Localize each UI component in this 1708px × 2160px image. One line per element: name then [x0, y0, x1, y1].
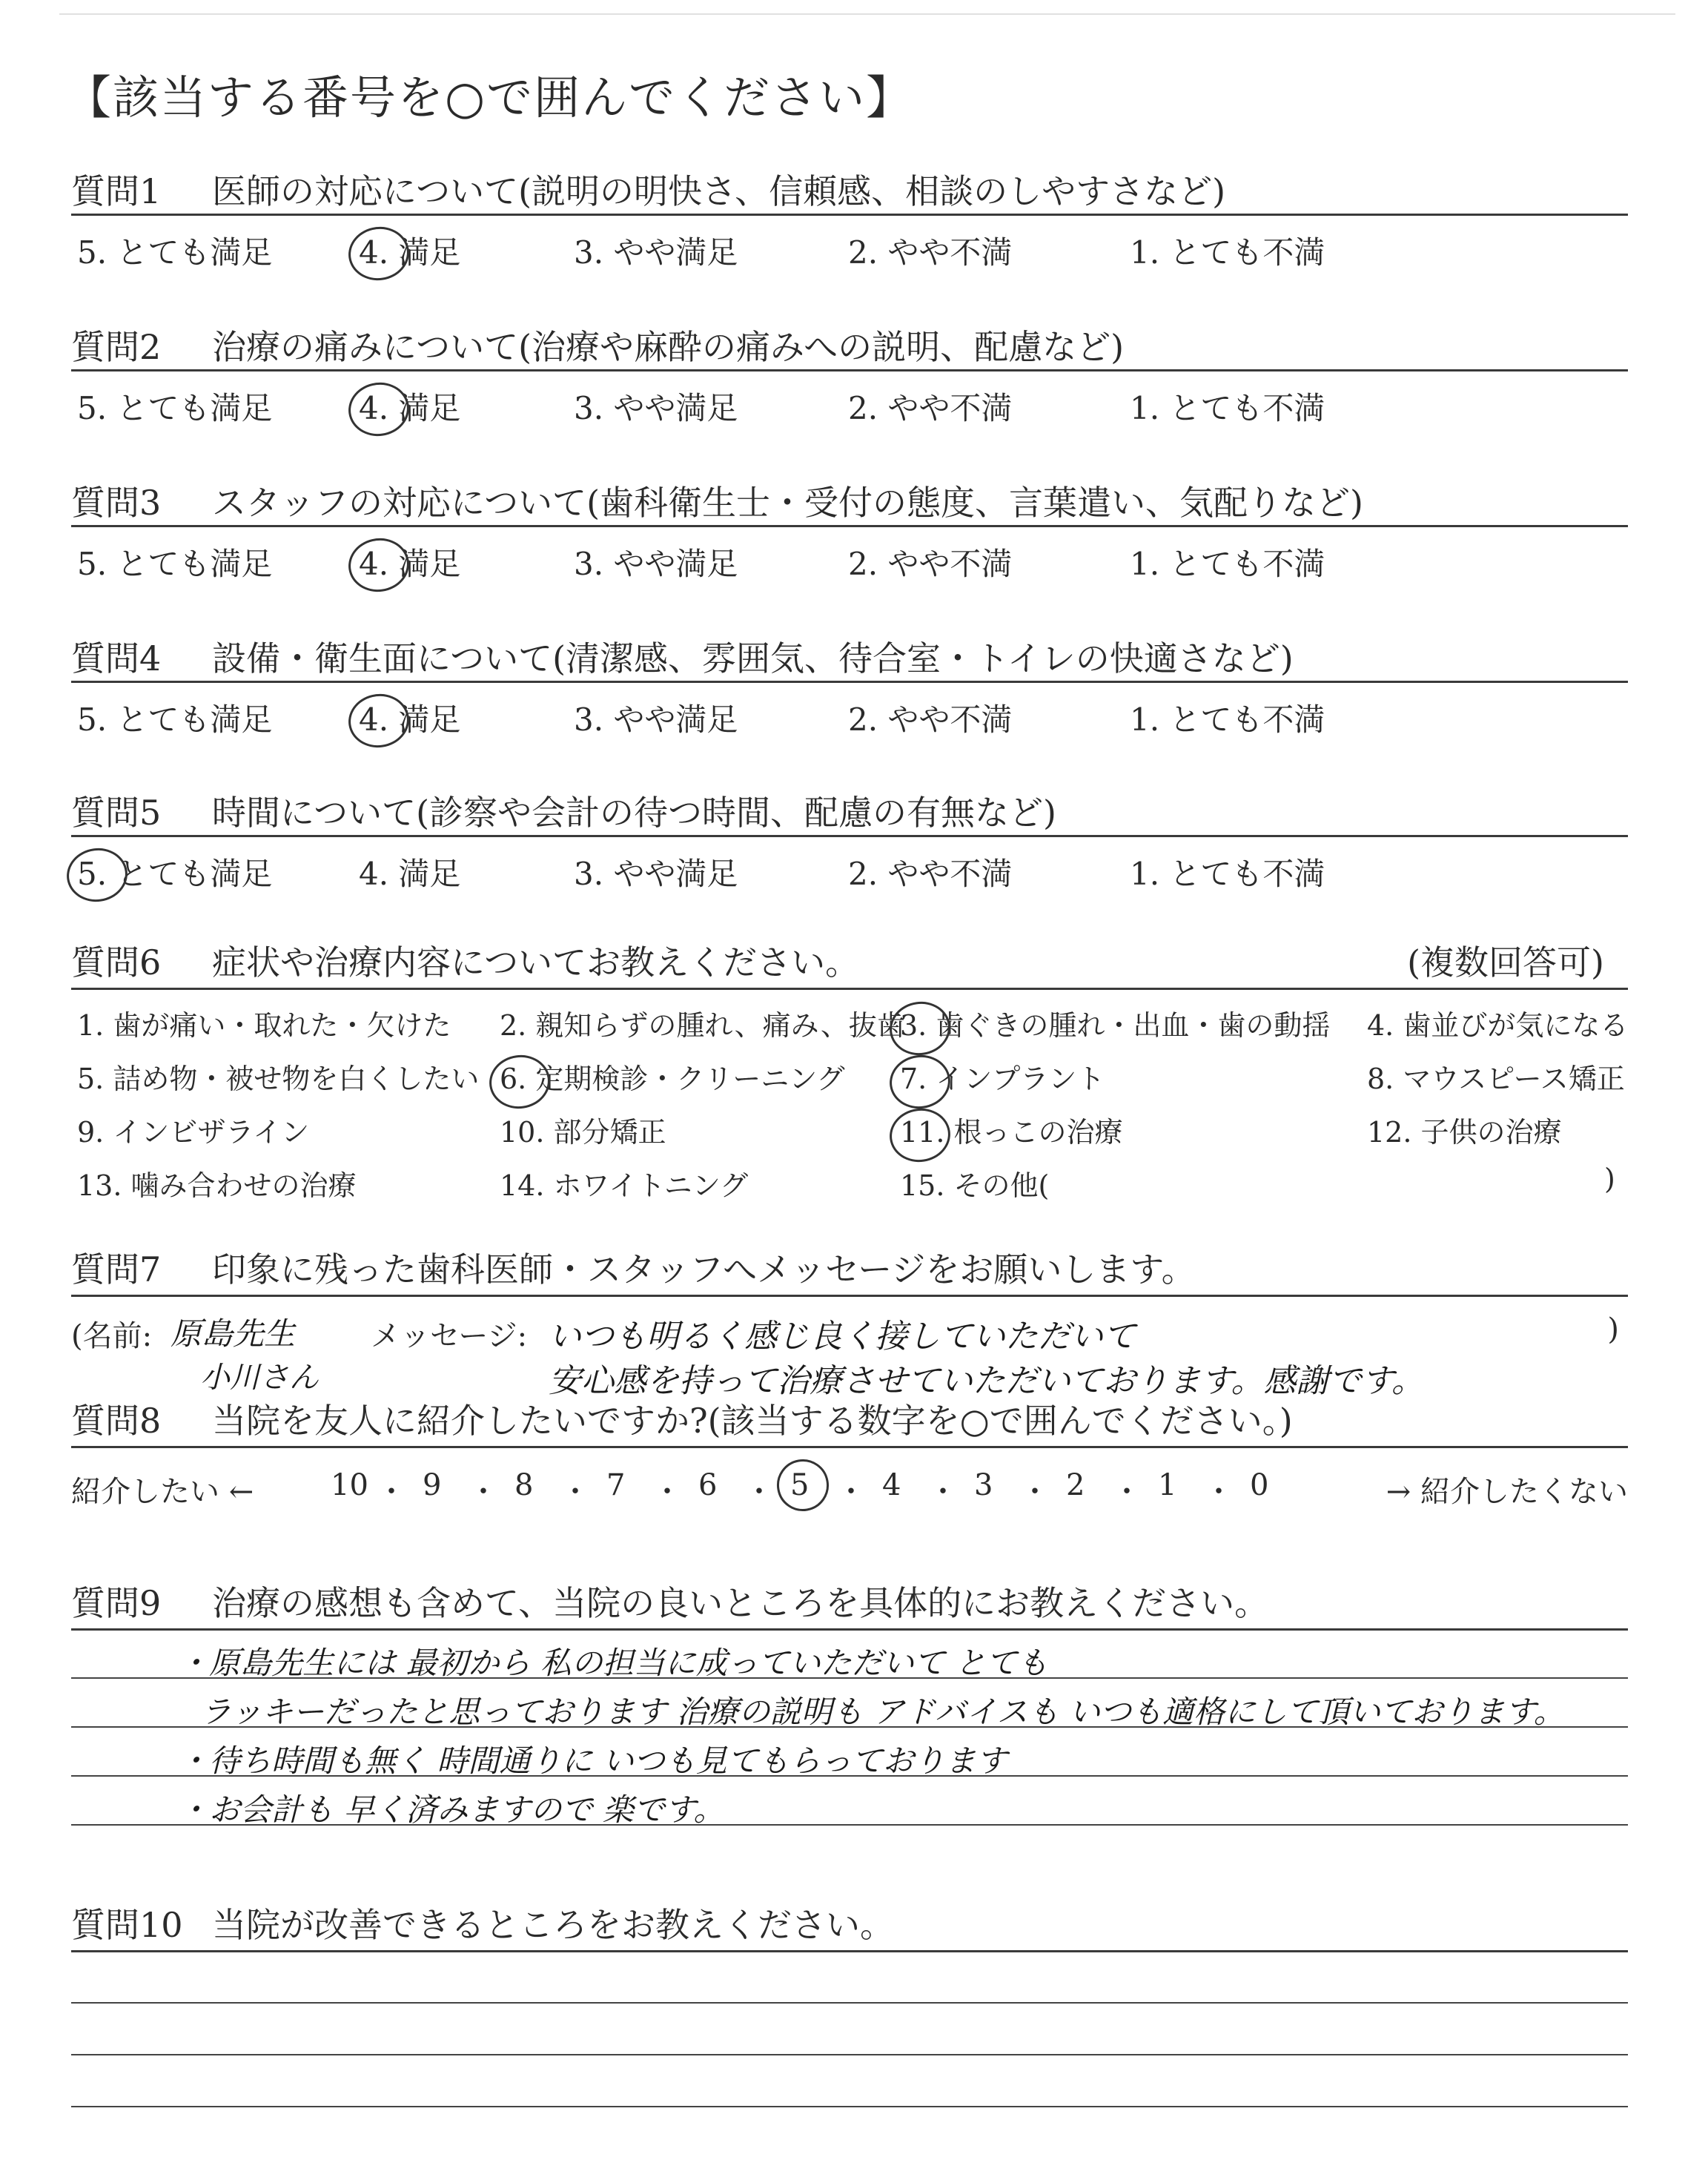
q8-number: 質問8 — [71, 1401, 162, 1441]
option-number: 2. — [848, 546, 878, 582]
q2-option-1[interactable] — [1130, 384, 1325, 429]
q3-option-4[interactable] — [359, 540, 460, 584]
option-number: 10. — [500, 1116, 545, 1149]
scale-separator: ・ — [560, 1475, 590, 1509]
q6-heading — [71, 936, 859, 985]
q7-heading — [71, 1243, 1196, 1292]
option-label: 満足 — [388, 856, 461, 892]
q9-handwritten-line-2: ラッキーだったと思っております 治療の説明も アドバイスも いつも適格にして頂いております。 — [200, 1694, 1565, 1730]
option-label: 噛み合わせの治療 — [122, 1169, 357, 1202]
q10-ruled-line — [71, 1950, 1628, 1952]
q4-option-3[interactable] — [574, 696, 738, 740]
option-label: 歯並びが気になる — [1394, 1009, 1629, 1042]
scale-separator: ・ — [652, 1475, 682, 1509]
q2-options — [77, 384, 1634, 426]
option-number: 3. — [574, 856, 604, 892]
q7-message-handwritten-2: 安心感を持って治療させていただいております。感謝です。 — [549, 1362, 1424, 1400]
q9-ruled-line — [71, 1628, 1628, 1631]
option-label: やや不満 — [878, 390, 1013, 426]
option-number: 3. — [900, 1009, 927, 1042]
q1-option-5[interactable] — [77, 228, 272, 273]
option-number: 11. — [900, 1116, 945, 1149]
q6-option-15[interactable] — [900, 1163, 1049, 1203]
option-label: とても不満 — [1159, 234, 1325, 271]
q8-heading — [71, 1394, 1293, 1443]
q4-option-4[interactable] — [359, 696, 460, 740]
q6-option-1[interactable] — [77, 1003, 451, 1043]
q4-heading — [71, 632, 1294, 681]
scale-left-label: 紹介したい ← — [71, 1475, 254, 1509]
q3-option-5[interactable] — [77, 540, 272, 584]
q4-title: 設備・衛生面について(清潔感、雰囲気、待合室・トイレの快適さなど) — [212, 638, 1294, 678]
option-label: やや不満 — [878, 234, 1013, 271]
option-number: 4. — [359, 546, 389, 582]
option-label: やや満足 — [603, 701, 738, 738]
q3-option-1[interactable] — [1130, 540, 1325, 584]
option-label: やや満足 — [603, 546, 738, 582]
q1-option-4[interactable] — [359, 228, 460, 273]
option-label: とても不満 — [1159, 701, 1325, 738]
option-label: やや満足 — [603, 856, 738, 892]
option-label: やや不満 — [878, 856, 1013, 892]
scale-value-0[interactable]: 0 — [1250, 1468, 1269, 1502]
option-number: 5. — [77, 546, 107, 582]
option-label: 詰め物・被せ物を白くしたい — [104, 1063, 480, 1095]
option-label: とても満足 — [107, 856, 273, 892]
q6-option-8[interactable] — [1367, 1056, 1625, 1097]
q3-number: 質問3 — [71, 483, 162, 523]
scale-value-10[interactable]: 10 — [331, 1468, 368, 1502]
q1-option-1[interactable] — [1130, 228, 1325, 273]
q6-option-11[interactable] — [900, 1109, 1123, 1150]
q8-rule — [71, 1446, 1628, 1448]
option-label: 親知らずの腫れ、痛み、抜歯 — [526, 1009, 905, 1042]
option-number: 8. — [1367, 1063, 1394, 1095]
q2-number: 質問2 — [71, 327, 162, 367]
q1-option-3[interactable] — [574, 228, 738, 273]
q3-option-3[interactable] — [574, 540, 738, 584]
option-number: 2. — [848, 701, 878, 738]
q9-title: 治療の感想も含めて、当院の良いところを具体的にお教えください。 — [212, 1583, 1269, 1623]
q3-rule — [71, 525, 1628, 527]
q10-ruled-line — [71, 2054, 1628, 2055]
q4-options — [77, 696, 1634, 737]
scale-separator: ・ — [469, 1475, 498, 1509]
q5-number: 質問5 — [71, 793, 162, 833]
q7-number: 質問7 — [71, 1249, 162, 1289]
option-number: 12. — [1367, 1116, 1412, 1149]
recommend-scale — [71, 1468, 1628, 1513]
option-label: やや不満 — [878, 701, 1013, 738]
option-label: やや満足 — [603, 234, 738, 271]
q2-heading — [71, 320, 1124, 369]
option-label: インビザライン — [104, 1116, 310, 1149]
q10-ruled-line — [71, 2002, 1628, 2004]
q2-option-5[interactable] — [77, 384, 272, 429]
scale-separator: ・ — [1204, 1475, 1234, 1509]
q7-name-label: (名前: — [71, 1319, 153, 1353]
q7-close-paren: ) — [1607, 1312, 1619, 1347]
option-label: その他( — [944, 1169, 1050, 1202]
q9-handwritten-line-4: ・お会計も 早く済みますので 楽です。 — [178, 1791, 725, 1828]
scale-value-9[interactable]: 9 — [423, 1468, 442, 1502]
q3-heading — [71, 476, 1363, 525]
q6-options — [77, 1003, 1634, 1225]
q1-rule — [71, 214, 1628, 216]
q6-option-2[interactable] — [500, 1003, 905, 1043]
option-number: 15. — [900, 1169, 945, 1202]
option-number: 3. — [574, 234, 604, 271]
q1-title: 医師の対応について(説明の明快さ、信頼感、相談のしやすさなど) — [212, 171, 1226, 211]
q2-option-4[interactable] — [359, 384, 460, 429]
q5-option-3[interactable] — [574, 850, 738, 894]
option-label: 満足 — [388, 701, 461, 738]
option-number: 4. — [359, 390, 389, 426]
q2-option-3[interactable] — [574, 384, 738, 429]
option-number: 2. — [848, 856, 878, 892]
option-number: 4. — [359, 701, 389, 738]
option-label: とても不満 — [1159, 546, 1325, 582]
option-number: 5. — [77, 701, 107, 738]
option-number: 6. — [500, 1063, 527, 1095]
q10-number: 質問10 — [71, 1905, 183, 1945]
q9-heading — [71, 1576, 1268, 1625]
option-number: 5. — [77, 856, 107, 892]
q5-options — [77, 850, 1634, 891]
scale-separator: ・ — [928, 1475, 958, 1509]
q6-rule — [71, 988, 1628, 990]
q5-option-4[interactable] — [359, 850, 460, 894]
q1-heading — [71, 165, 1225, 214]
option-number: 5. — [77, 234, 107, 271]
option-label: 満足 — [388, 234, 461, 271]
q5-title: 時間について(診察や会計の待つ時間、配慮の有無など) — [212, 793, 1056, 833]
q6-option-6[interactable] — [500, 1056, 845, 1097]
q3-title: スタッフの対応について(歯科衛生士・受付の態度、言葉遣い、気配りなど) — [212, 483, 1363, 523]
q3-options — [77, 540, 1634, 581]
q10-heading — [71, 1898, 894, 1947]
option-number: 5. — [77, 1063, 105, 1095]
q4-rule — [71, 681, 1628, 683]
q5-rule — [71, 835, 1628, 837]
option-number: 1. — [1130, 390, 1160, 426]
option-number: 4. — [359, 856, 389, 892]
q3-option-2[interactable] — [848, 540, 1012, 584]
option-number: 1. — [1130, 856, 1160, 892]
scale-value-7[interactable]: 7 — [606, 1468, 626, 1502]
option-label: やや満足 — [603, 390, 738, 426]
scale-separator: ・ — [836, 1475, 866, 1509]
option-label: 根っこの治療 — [944, 1116, 1123, 1149]
scale-separator: ・ — [1020, 1475, 1050, 1509]
option-number: 13. — [77, 1169, 122, 1202]
q2-rule — [71, 369, 1628, 371]
scale-value-1[interactable]: 1 — [1158, 1468, 1177, 1502]
option-number: 2. — [848, 234, 878, 271]
option-number: 3. — [574, 546, 604, 582]
option-label: 満足 — [388, 390, 461, 426]
q6-option-13[interactable] — [77, 1163, 357, 1203]
q4-option-1[interactable] — [1130, 696, 1325, 740]
q7-rule — [71, 1295, 1628, 1297]
q7-name-handwritten-1: 原島先生 — [171, 1315, 296, 1352]
option-number: 4. — [359, 234, 389, 271]
option-number: 4. — [1367, 1009, 1394, 1042]
q5-heading — [71, 786, 1056, 835]
option-label: 定期検診・クリーニング — [526, 1063, 845, 1095]
q4-option-5[interactable] — [77, 696, 272, 740]
q6-option-9[interactable] — [77, 1109, 309, 1150]
q6-option-10[interactable] — [500, 1109, 666, 1150]
q9-handwritten-line-3: ・待ち時間も無く 時間通りに いつも見てもらっております — [178, 1743, 1007, 1779]
q6-option-5[interactable] — [77, 1056, 479, 1097]
scale-separator: ・ — [1112, 1475, 1142, 1509]
q9-number: 質問9 — [71, 1583, 162, 1623]
q6-option-4[interactable] — [1367, 1003, 1628, 1043]
scale-value-5[interactable]: 5 — [790, 1468, 810, 1502]
q6-option-14[interactable] — [500, 1163, 748, 1203]
option-label: ホワイトニング — [544, 1169, 749, 1202]
option-number: 14. — [500, 1169, 545, 1202]
option-number: 1. — [1130, 701, 1160, 738]
q1-option-2[interactable] — [848, 228, 1012, 273]
q9-handwritten-line-1: ・原島先生には 最初から 私の担当に成っていただいて とても — [178, 1645, 1049, 1681]
q2-title: 治療の痛みについて(治療や麻酔の痛みへの説明、配慮など) — [212, 327, 1125, 367]
option-number: 9. — [77, 1116, 105, 1149]
option-label: 満足 — [388, 546, 461, 582]
scale-value-3[interactable]: 3 — [974, 1468, 993, 1502]
option-label: 歯ぐきの腫れ・出血・歯の動揺 — [927, 1009, 1331, 1042]
q4-option-2[interactable] — [848, 696, 1012, 740]
option-label: とても満足 — [107, 234, 273, 271]
q5-option-1[interactable] — [1130, 850, 1325, 894]
option-number: 3. — [574, 390, 604, 426]
q10-ruled-line — [71, 2106, 1628, 2107]
option-label: やや不満 — [878, 546, 1013, 582]
q1-options — [77, 228, 1634, 270]
scale-right-label: → 紹介したくない — [1386, 1475, 1628, 1509]
q7-name-handwritten-2: 小川さん — [200, 1361, 319, 1395]
scale-separator: ・ — [377, 1475, 406, 1509]
q2-option-2[interactable] — [848, 384, 1012, 429]
q10-title: 当院が改善できるところをお教えください。 — [212, 1905, 894, 1945]
option-number: 7. — [900, 1063, 927, 1095]
scale-separator: ・ — [744, 1475, 774, 1509]
option-label: とても満足 — [107, 701, 273, 738]
top-border — [59, 13, 1675, 15]
q5-option-5[interactable] — [77, 850, 272, 894]
q6-option-7[interactable] — [900, 1056, 1105, 1097]
q1-number: 質問1 — [71, 171, 162, 211]
option-number: 1. — [1130, 546, 1160, 582]
q6-option-12[interactable] — [1367, 1109, 1562, 1150]
option-label: マウスピース矯正 — [1394, 1063, 1625, 1095]
option-number: 5. — [77, 390, 107, 426]
q4-number: 質問4 — [71, 638, 162, 678]
option-label: とても満足 — [107, 390, 273, 426]
option-number: 1. — [77, 1009, 105, 1042]
q6-multiple-note: (複数回答可) — [1407, 942, 1604, 982]
q7-title: 印象に残った歯科医師・スタッフへメッセージをお願いします。 — [212, 1249, 1196, 1289]
option-number: 2. — [500, 1009, 527, 1042]
q6-option-16[interactable]: ) — [1604, 1163, 1615, 1195]
option-label: インプラント — [927, 1063, 1105, 1095]
option-label: 部分矯正 — [544, 1116, 666, 1149]
q8-title: 当院を友人に紹介したいですか?(該当する数字を○で囲んでください。) — [212, 1401, 1293, 1441]
q6-title: 症状や治療内容についてお教えください。 — [212, 942, 860, 982]
option-label: 子供の治療 — [1411, 1116, 1562, 1149]
option-label: とても不満 — [1159, 390, 1325, 426]
q7-message-label: メッセージ: — [371, 1319, 528, 1353]
option-number: 3. — [574, 701, 604, 738]
option-label: とても不満 — [1159, 856, 1325, 892]
scale-value-2[interactable]: 2 — [1066, 1468, 1085, 1502]
scale-value-6[interactable]: 6 — [698, 1468, 718, 1502]
instruction-header: 【該当する番号を○で囲んでください】 — [65, 70, 914, 125]
option-number: 2. — [848, 390, 878, 426]
q7-message-handwritten-1: いつも明るく感じ良く接していただいて — [549, 1318, 1136, 1355]
option-label: とても満足 — [107, 546, 273, 582]
option-number: 1. — [1130, 234, 1160, 271]
q5-option-2[interactable] — [848, 850, 1012, 894]
q6-option-3[interactable] — [900, 1003, 1330, 1043]
q6-number: 質問6 — [71, 942, 162, 982]
option-label: 歯が痛い・取れた・欠けた — [104, 1009, 451, 1042]
scale-value-8[interactable]: 8 — [514, 1468, 534, 1502]
scale-value-4[interactable]: 4 — [882, 1468, 901, 1502]
